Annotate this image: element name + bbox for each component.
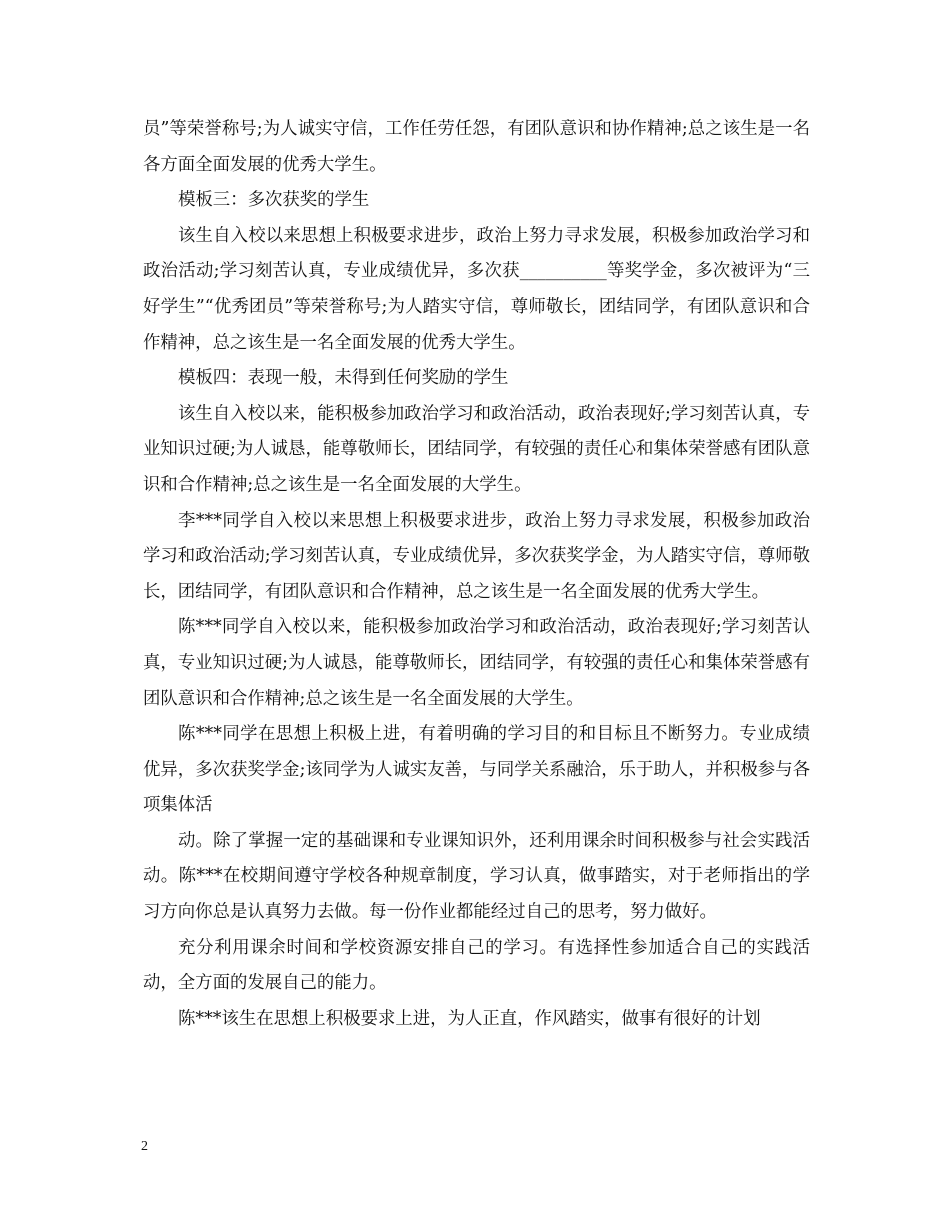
paragraph: 该生自入校以来思想上积极要求进步，政治上努力寻求发展，积极参加政治学习和政治活动;学习刻苦认真，专业成绩优异，多次获__________等奖学金，多次被评为“三好学生”“优秀团员”等荣誉称号;为人踏实守信，尊师敬长，团结同学，有团队意识和合作精神，总之该生是一名全面发展的优秀大学生。 (143, 225, 810, 353)
paragraph: 李***同学自入校以来思想上积极要求进步，政治上努力寻求发展，积极参加政治学习和政治活动;学习刻苦认真，专业成绩优异，多次获奖学金，为人踏实守信，尊师敬长，团结同学，有团队意识和合作精神，总之该生是一名全面发展的优秀大学生。 (143, 510, 810, 602)
paragraph: 陈***同学在思想上积极上进，有着明确的学习目的和目标且不断努力。专业成绩优异，多次获奖学金;该同学为人诚实友善，与同学关系融洽，乐于助人，并积极参与各项集体活 (143, 724, 810, 816)
page-number: 2 (141, 1139, 148, 1154)
section-heading: 模板四：表现一般，未得到任何奖励的学生 (178, 368, 509, 389)
paragraph: 该生自入校以来，能积极参加政治学习和政治活动，政治表现好;学习刻苦认真，专业知识过硬;为人诚恳，能尊敬师长，团结同学，有较强的责任心和集体荣誉感有团队意识和合作精神;总之该生是一名全面发展的大学生。 (143, 403, 810, 495)
paragraph: 员”等荣誉称号;为人诚实守信，工作任劳任怨，有团队意识和协作精神;总之该生是一名各方面全面发展的优秀大学生。 (143, 119, 810, 175)
section-heading: 模板三：多次获奖的学生 (178, 190, 370, 211)
paragraph: 充分利用课余时间和学校资源安排自己的学习。有选择性参加适合自己的实践活动，全方面的发展自己的能力。 (143, 937, 810, 994)
paragraph: 动。除了掌握一定的基础课和专业课知识外，还利用课余时间积极参与社会实践活动。陈***在校期间遵守学校各种规章制度，学习认真，做事踏实，对于老师指出的学习方向你总是认真努力去做。每一份作业都能经过自己的思考，努力做好。 (143, 830, 810, 923)
paragraph: 陈***同学自入校以来，能积极参加政治学习和政治活动，政治表现好;学习刻苦认真，专业知识过硬;为人诚恳，能尊敬师长，团结同学，有较强的责任心和集体荣誉感有团队意识和合作精神;总之该生是一名全面发展的大学生。 (143, 617, 810, 709)
paragraph: 陈***该生在思想上积极要求上进，为人正直，作风踏实，做事有很好的计划 (178, 1008, 761, 1029)
document-body (143, 112, 810, 1037)
